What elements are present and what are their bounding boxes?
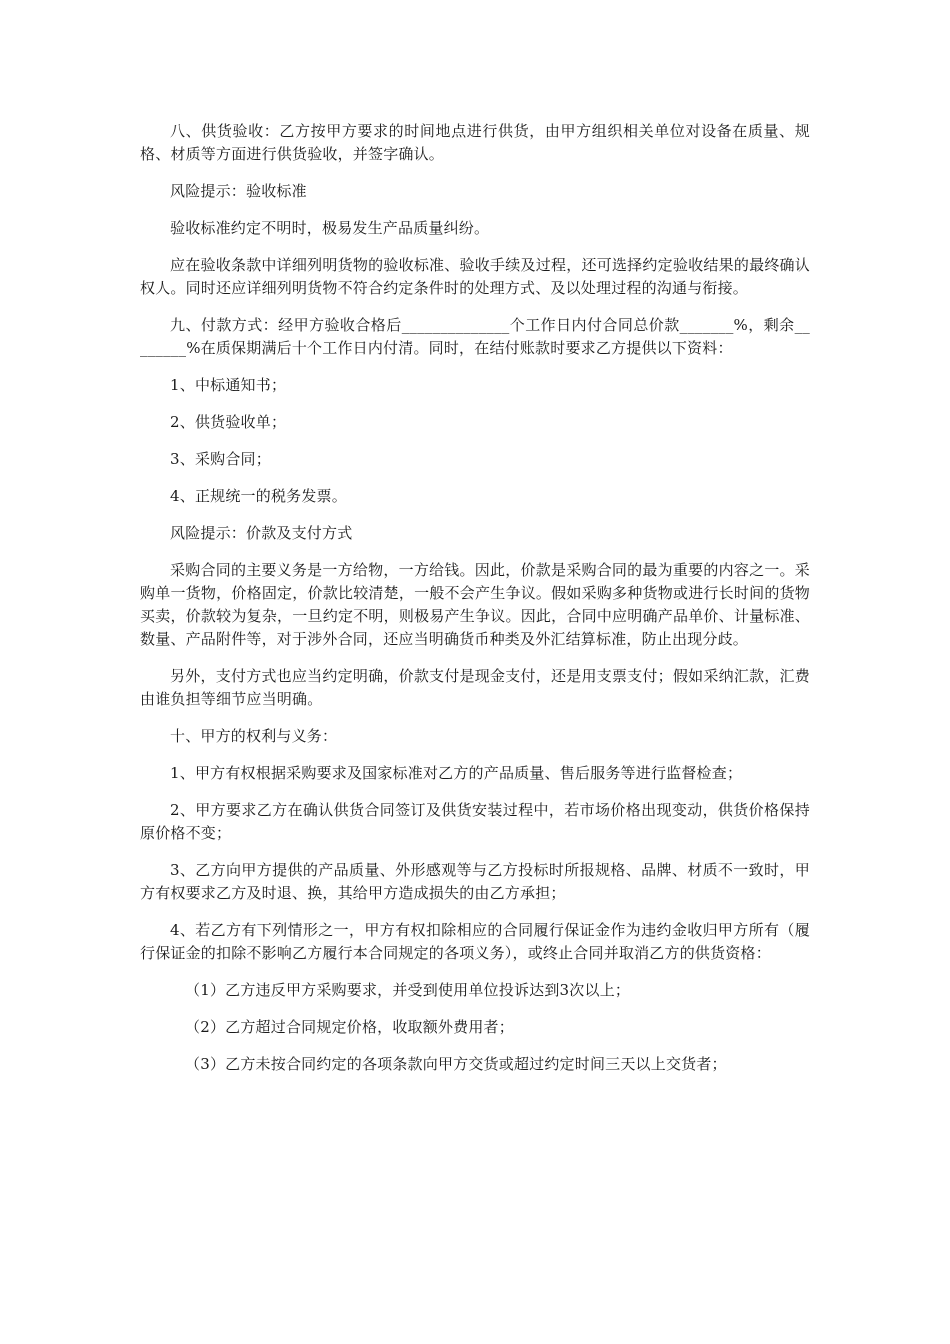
payment-doc-item: 2、供货验收单；: [170, 413, 287, 431]
clause-8-acceptance: 八、供货验收：乙方按甲方要求的时间地点进行供货，由甲方组织相关单位对设备在质量、规格、材质等方面进行供货验收，并签字确认。: [140, 122, 810, 163]
party-a-right-item: 4、若乙方有下列情形之一，甲方有权扣除相应的合同履行保证金作为违约金收归甲方所有（履行保证金的扣除不影响乙方履行本合同规定的各项义务），或终止合同并取消乙方的供货资格：: [140, 921, 810, 962]
risk-note-acceptance-text: 验收标准约定不明时，极易发生产品质量纠纷。: [170, 219, 490, 237]
breach-case-item: （2）乙方超过合同规定价格，收取额外费用者；: [185, 1018, 514, 1036]
party-a-right-item: 3、乙方向甲方提供的产品质量、外形感观等与乙方投标时所报规格、品牌、材质不一致时，甲方有权要求乙方及时退、换，其给甲方造成损失的由乙方承担；: [140, 861, 810, 902]
document-page: [140, 120, 810, 1090]
party-a-right-item: 2、甲方要求乙方在确认供货合同签订及供货安装过程中，若市场价格出现变动，供货价格保持原价格不变；: [140, 801, 810, 842]
breach-case-item: （1）乙方违反甲方采购要求，并受到使用单位投诉达到3次以上；: [185, 981, 631, 999]
payment-doc-item: 4、正规统一的税务发票。: [170, 487, 347, 505]
party-a-right-item: 1、甲方有权根据采购要求及国家标准对乙方的产品质量、售后服务等进行监督检查；: [170, 764, 743, 782]
breach-case-item: （3）乙方未按合同约定的各项条款向甲方交货或超过约定时间三天以上交货者；: [185, 1055, 727, 1073]
payment-doc-item: 1、中标通知书；: [170, 376, 287, 394]
payment-doc-item: 3、采购合同；: [170, 450, 271, 468]
risk-note-acceptance-heading: 风险提示：验收标准: [170, 182, 307, 200]
clause-10-heading: 十、甲方的权利与义务：: [170, 727, 338, 745]
clause-9-payment: 九、付款方式：经甲方验收合格后______________个工作日内付合同总价款_______%，剩余__ ______%在质保期满后十个工作日内付清。同时，在结付账款时要求乙方提供以下资料：: [140, 316, 810, 357]
risk-note-payment-heading: 风险提示：价款及支付方式: [170, 524, 353, 542]
risk-note-payment-method: 另外，支付方式也应当约定明确，价款支付是现金支付，还是用支票支付；假如采纳汇款，汇费由谁负担等细节应当明确。: [140, 667, 810, 708]
risk-note-payment-text: 采购合同的主要义务是一方给物，一方给钱。因此，价款是采购合同的最为重要的内容之一。采购单一货物，价格固定，价款比较清楚，一般不会产生争议。假如采购多种货物或进行长时间的货物买卖，价款较为复杂，一旦约定不明，则极易产生争议。因此，合同中应明确产品单价、计量标准、数量、产品附件等，对于涉外合同，还应当明确货币种类及外汇结算标准，防止出现分歧。: [140, 561, 810, 648]
risk-note-acceptance-detail: 应在验收条款中详细列明货物的验收标准、验收手续及过程，还可选择约定验收结果的最终确认权人。同时还应详细列明货物不符合约定条件时的处理方式、及以处理过程的沟通与衔接。: [140, 256, 810, 297]
